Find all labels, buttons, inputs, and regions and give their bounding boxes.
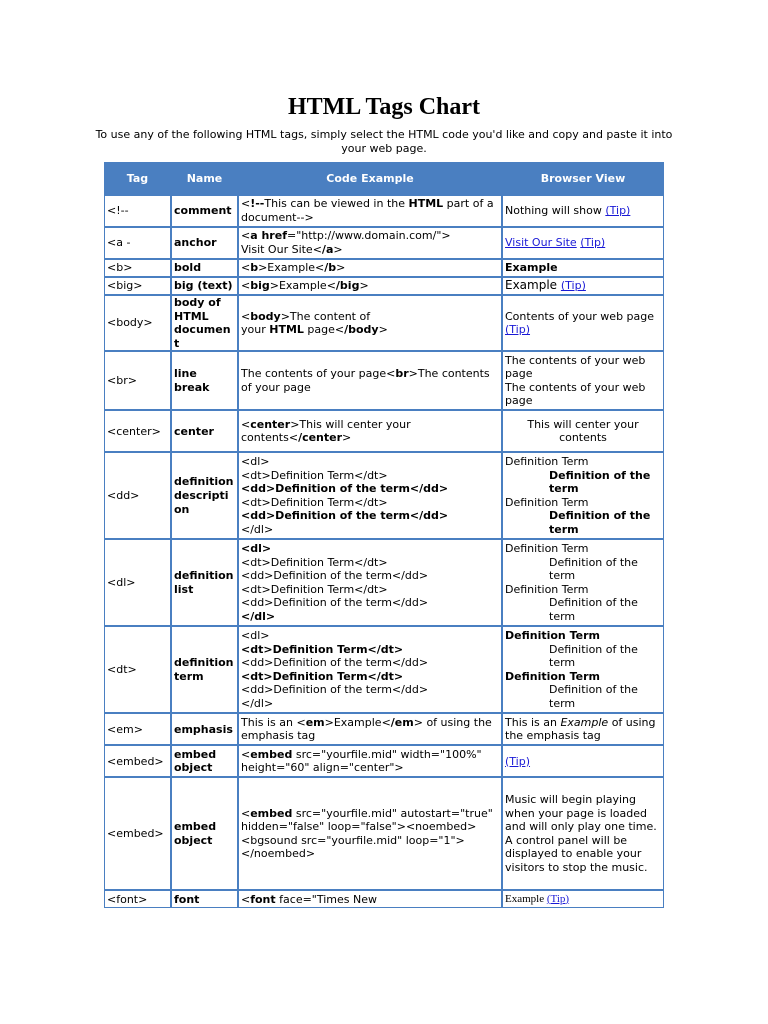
code-cell: This is an <em>Example</em> of using the emphasis tag [238,713,502,745]
view-cell: Definition Term Definition of the term Definition Term Definition of the term [502,452,664,539]
view-cell: Music will begin playing when your page is loaded and will only play one time. A control panel will be displayed to enable your visitors to stop the music. [502,777,664,890]
tip-link[interactable]: (Tip) [505,323,531,337]
column-header-view: Browser View [502,162,664,195]
view-cell: Example (Tip) [502,277,664,295]
name-cell: definition term [171,626,238,713]
table-row [104,195,664,227]
code-cell: <dl> <dt>Definition Term</dt> <dd>Definition of the term</dd> <dt>Definition Term</dt> <dd>Definition of the term</dd> </dl> [238,626,502,713]
name-cell: anchor [171,227,238,259]
tag-cell: <em> [104,713,171,745]
name-cell: embed object [171,777,238,890]
table-header-row [104,162,664,195]
tag-cell: <a - [104,227,171,259]
tag-cell: <b> [104,259,171,277]
table-row [104,351,664,410]
table-row [104,890,664,908]
view-cell: Example [502,259,664,277]
tag-cell: <center> [104,410,171,452]
view-cell: Nothing will show (Tip) [502,195,664,227]
html-tags-table [104,162,664,908]
name-cell: line break [171,351,238,410]
view-cell: This will center your contents [502,410,664,452]
table-row [104,295,664,351]
tag-cell: <big> [104,277,171,295]
tip-link[interactable]: (Tip) [546,892,570,905]
tip-link[interactable]: (Tip) [505,754,531,768]
table-row [104,539,664,626]
view-cell: This is an Example of using the emphasis tag [502,713,664,745]
code-cell: <center>This will center your contents</center> [238,410,502,452]
name-cell: definition list [171,539,238,626]
tag-cell: <embed> [104,777,171,890]
code-cell: The contents of your page<br>The contents of your page [238,351,502,410]
name-cell: body of HTML document [171,295,238,351]
column-header-code: Code Example [238,162,502,195]
column-header-tag: Tag [104,162,171,195]
tip-link[interactable]: (Tip) [560,279,586,293]
name-cell: definition description [171,452,238,539]
view-cell [502,227,664,259]
tag-cell: <dd> [104,452,171,539]
column-header-name: Name [171,162,238,195]
code-cell: <embed src="yourfile.mid" width="100%" height="60" align="center"> [238,745,502,777]
table-row [104,259,664,277]
table-row [104,277,664,295]
code-cell: <a href="http://www.domain.com/"> Visit Our Site</a> [238,227,502,259]
name-cell: emphasis [171,713,238,745]
table-row [104,777,664,890]
tip-link[interactable]: (Tip) [605,204,631,218]
code-cell: <body>The content of your HTML page</body> [238,295,502,351]
tag-cell: <dt> [104,626,171,713]
name-cell: center [171,410,238,452]
view-cell: Contents of your web page (Tip) [502,295,664,351]
intro-text: To use any of the following HTML tags, simply select the HTML code you'd like and copy and paste it into your web page. [95,128,673,155]
view-cell: Definition Term Definition of the term Definition Term Definition of the term [502,626,664,713]
code-cell: <dl> <dt>Definition Term</dt> <dd>Definition of the term</dd> <dt>Definition Term</dt> <dd>Definition of the term</dd> </dl> [238,539,502,626]
view-cell: The contents of your web page The contents of your web page [502,351,664,410]
code-cell: <!--This can be viewed in the HTML part of a document--> [238,195,502,227]
name-cell: embed object [171,745,238,777]
tag-cell: <embed> [104,745,171,777]
tag-cell: <body> [104,295,171,351]
table-row [104,745,664,777]
code-cell: <dl> <dt>Definition Term</dt> <dd>Definition of the term</dd> <dt>Definition Term</dt> <dd>Definition of the term</dd> </dl> [238,452,502,539]
tag-cell: <!-- [104,195,171,227]
view-cell [502,745,664,777]
tag-cell: <dl> [104,539,171,626]
table-row [104,410,664,452]
visit-site-link[interactable]: Visit Our Site [505,236,577,250]
view-cell: Example (Tip) [502,890,664,908]
view-cell: Definition Term Definition of the term Definition Term Definition of the term [502,539,664,626]
name-cell: comment [171,195,238,227]
code-cell: <font face="Times New [238,890,502,908]
table-row [104,713,664,745]
tip-link[interactable]: (Tip) [580,236,606,250]
code-cell: <embed src="yourfile.mid" autostart="true" hidden="false" loop="false"><noembed><bgsound src="yourfile.mid" loop="1"></noembed> [238,777,502,890]
code-cell: <b>Example</b> [238,259,502,277]
table-row [104,626,664,713]
name-cell: font [171,890,238,908]
name-cell: big (text) [171,277,238,295]
table-row [104,227,664,259]
tag-cell: <font> [104,890,171,908]
code-cell: <big>Example</big> [238,277,502,295]
tag-cell: <br> [104,351,171,410]
name-cell: bold [171,259,238,277]
page-title: HTML Tags Chart [287,94,481,120]
table-row [104,452,664,539]
